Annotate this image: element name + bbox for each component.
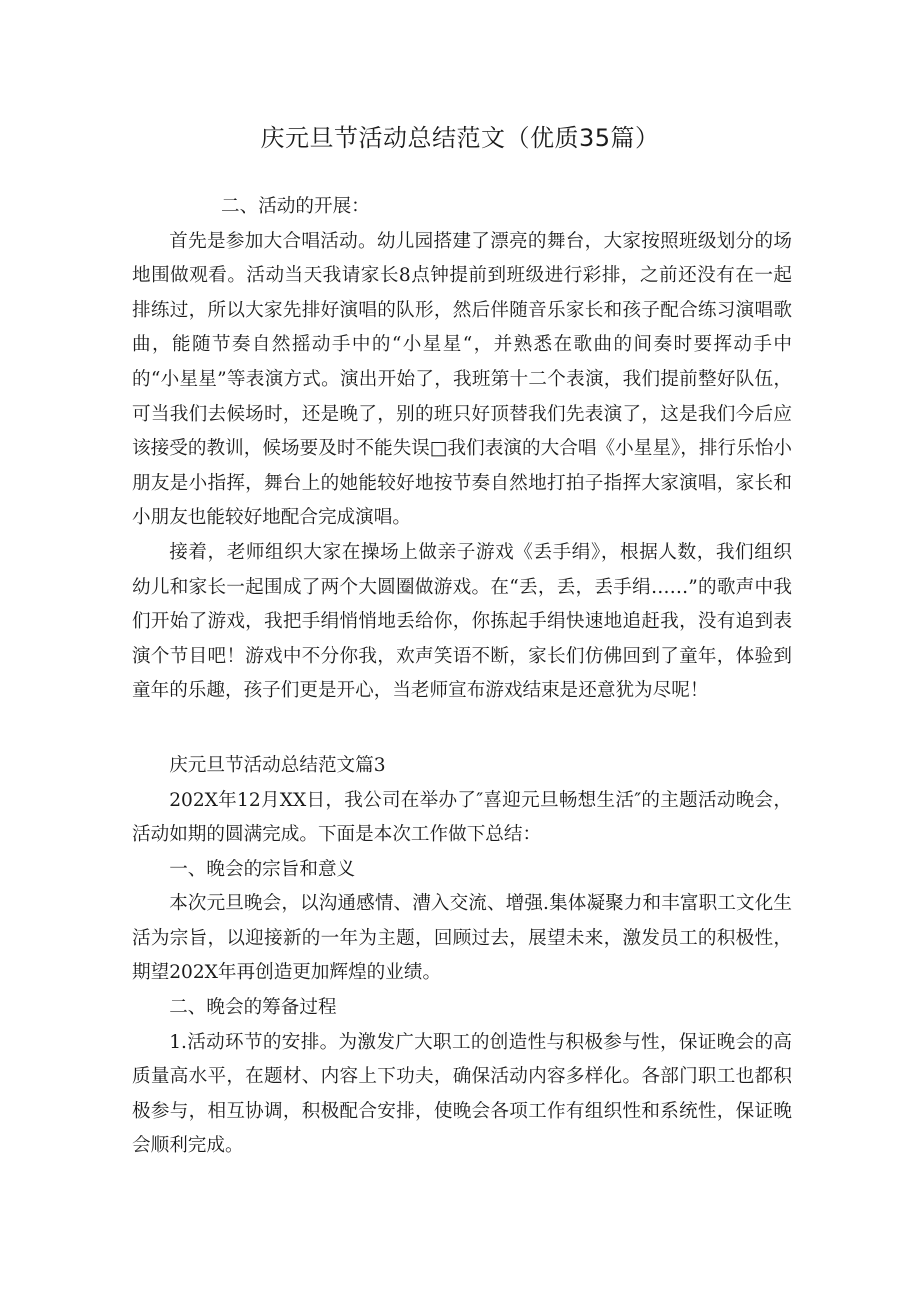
paragraph: 1.活动环节的安排。为激发广大职工的创造性与积极参与性，保证晚会的高质量高水平，在题材、内容上下功夫，确保活动内容多样化。各部门职工也都积极参与，相互协调，积极配合安排，使晚会各项工作有组织性和系统性，保证晚会顺利完成。 (132, 1031, 792, 1157)
subheading: 一、晚会的宗旨和意义 (169, 858, 356, 880)
document-title: 庆元旦节活动总结范文（优质35篇） (260, 124, 660, 152)
paragraph: 接着，老师组织大家在操场上做亲子游戏《丢手绢》，根据人数，我们组织幼儿和家长一起围成了两个大圆圈做游戏。在“丢，丢，丢手绢……”的歌声中我们开始了游戏，我把手绢悄悄地丢给你，你拣起手绢快速地追赶我，没有追到表演个节目吧！游戏中不分你我，欢声笑语不断，家长们仿佛回到了童年，体验到童年的乐趣，孩子们更是开心，当老师宣布游戏结束是还意犹为尽呢！ (132, 541, 792, 702)
paragraph: 本次元旦晚会，以沟通感情、漕入交流、增强.集体凝聚力和丰富职工文化生活为宗旨，以迎接新的一年为主题，回顾过去，展望未来，激发员工的积极性，期望202X年再创造更加辉煌的业绩。 (132, 893, 792, 984)
section-heading: 二、活动的开展： (221, 196, 370, 217)
document-body (132, 190, 792, 1164)
paragraph: 首先是参加大合唱活动。幼儿园搭建了漂亮的舞台，大家按照班级划分的场地围做观看。活动当天我请家长8点钟提前到班级进行彩排，之前还没有在一起排练过，所以大家先排好演唱的队形，然后伴随音乐家长和孩子配合练习演唱歌曲，能随节奏自然摇动手中的“小星星“，并熟悉在歌曲的间奏时要挥动手中的“小星星”等表演方式。演出开始了，我班第十二个表演，我们提前整好队伍，可当我们去候场时，还是晚了，别的班只好顶替我们先表演了，这是我们今后应该接受的教训，候场要及时不能失误□我们表演的大合唱《小星星》，排行乐怡小朋友是小指挥，舞台上的她能较好地按节奏自然地打拍子指挥大家演唱，家长和小朋友也能较好地配合完成演唱。 (132, 230, 792, 529)
subheading: 二、晚会的筹备过程 (169, 997, 337, 1019)
paragraph: 202X年12月XX日，我公司在举办了″喜迎元旦畅想生活″的主题活动晚会，活动如期的圆满完成。下面是本次工作做下总结： (132, 789, 792, 846)
section-title: 庆元旦节活动总结范文篇3 (169, 754, 386, 776)
